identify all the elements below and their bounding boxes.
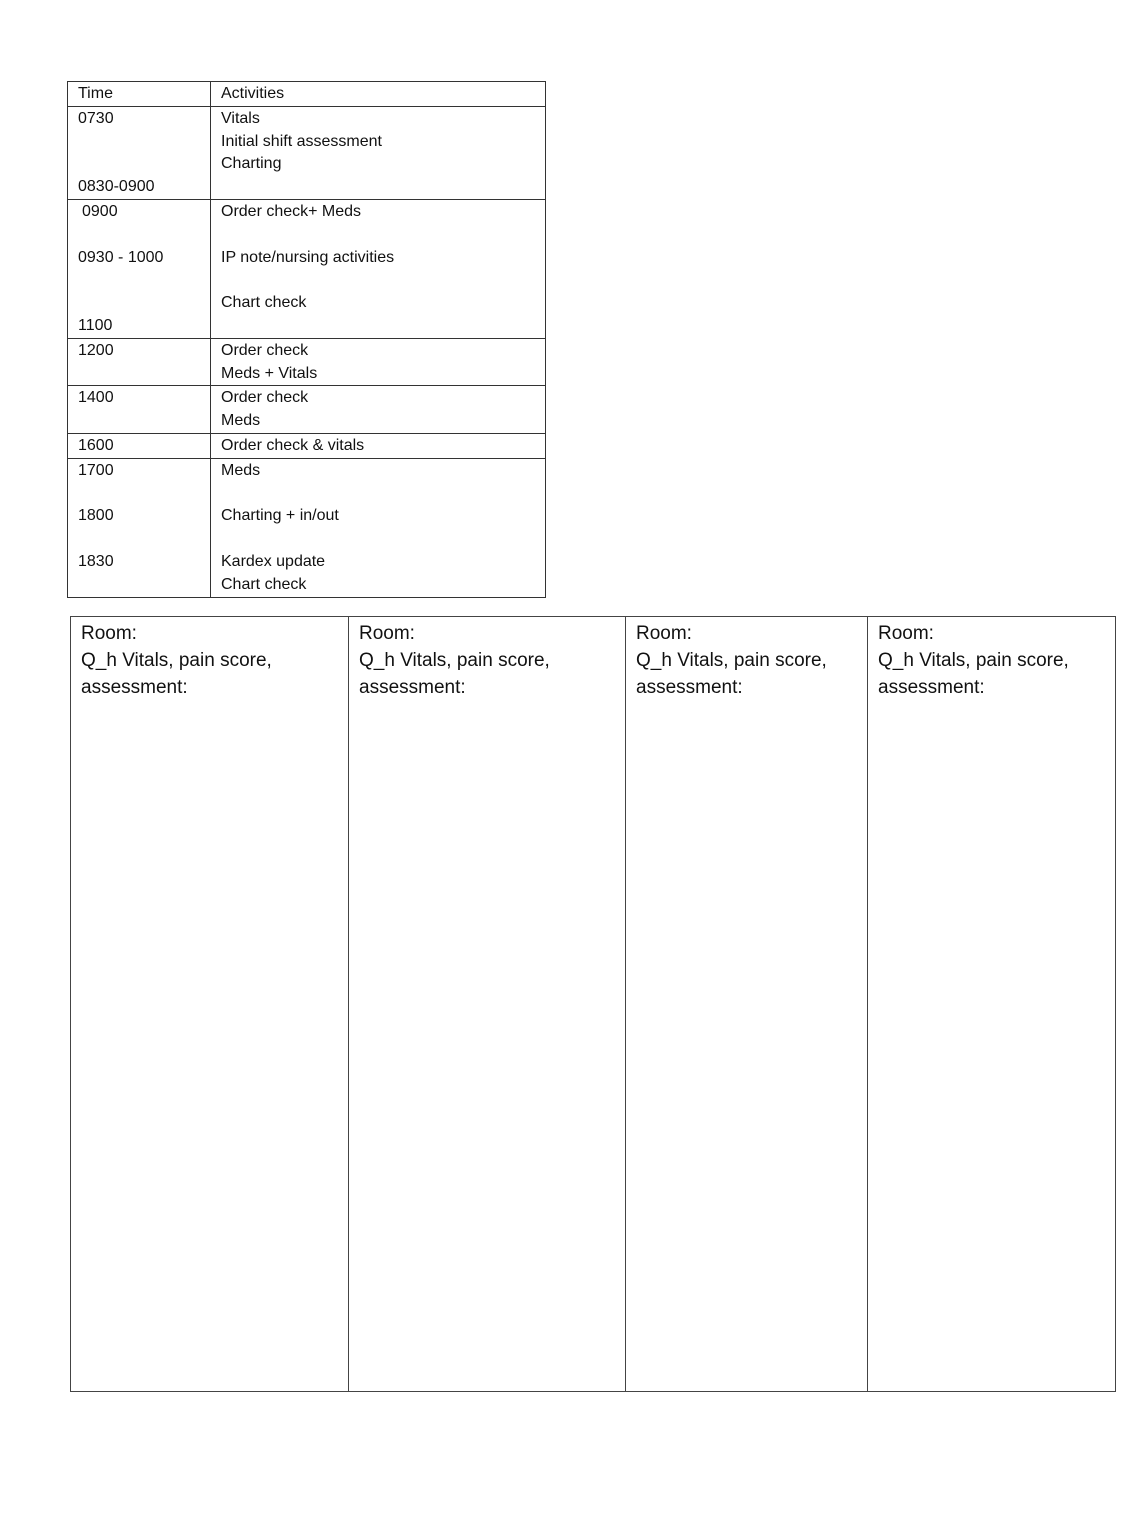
time-cell	[68, 386, 211, 433]
room-column[interactable]	[71, 617, 349, 1391]
time-cell	[68, 434, 211, 458]
schedule-row	[68, 386, 546, 434]
schedule-row	[68, 339, 546, 387]
room-vitals-line: Q_h Vitals, pain score,	[878, 650, 1069, 671]
activity-text: Charting	[221, 155, 282, 173]
time-header-label: Time	[78, 85, 113, 102]
activity-text: Meds	[221, 461, 261, 479]
schedule-row	[68, 434, 546, 459]
activity-text: Order check+ Meds	[221, 202, 362, 220]
schedule-table	[67, 81, 546, 598]
time-value: 0900	[82, 202, 118, 220]
room-assessment-label: assessment:	[81, 677, 188, 698]
activity-text: Meds	[221, 412, 261, 430]
room-column[interactable]	[626, 617, 868, 1391]
time-value: 1800	[78, 507, 114, 525]
schedule-row	[68, 200, 546, 339]
time-value: 0730	[78, 109, 114, 127]
room-assessment-label: assessment:	[878, 677, 985, 698]
activity-text: Order check & vitals	[221, 436, 365, 454]
schedule-header-row	[68, 82, 546, 107]
room-vitals-line: Q_h Vitals, pain score,	[359, 650, 550, 671]
schedule-row	[68, 459, 546, 598]
activity-text: Chart check	[221, 575, 307, 593]
time-value: 1100	[78, 316, 113, 334]
room-assessment-label: assessment:	[636, 677, 743, 698]
activity-text: Meds + Vitals	[221, 364, 318, 382]
time-cell	[68, 459, 211, 597]
rooms-grid	[70, 616, 1116, 1392]
room-vitals-line: Q_h Vitals, pain score,	[636, 650, 827, 671]
time-cell	[68, 339, 211, 386]
room-vitals-line: Q_h Vitals, pain score,	[81, 650, 272, 671]
room-label: Room:	[878, 623, 934, 644]
activities-header-label: Activities	[221, 85, 285, 102]
room-label: Room:	[636, 623, 692, 644]
time-value: 1600	[78, 436, 114, 454]
activity-text: Charting + in/out	[221, 507, 339, 525]
activity-cell	[211, 107, 546, 199]
activity-text: Order check	[221, 389, 309, 407]
activity-text: Vitals	[221, 109, 260, 127]
time-value: 1400	[78, 389, 114, 407]
activity-cell	[211, 339, 546, 386]
room-label: Room:	[359, 623, 415, 644]
time-cell	[68, 200, 211, 338]
time-value: 1830	[78, 552, 114, 570]
time-value: 0830-0900	[78, 178, 155, 196]
activity-cell	[211, 200, 546, 338]
time-header	[68, 82, 211, 106]
activity-cell	[211, 459, 546, 597]
activity-cell	[211, 386, 546, 433]
schedule-row	[68, 107, 546, 200]
activity-text: Order check	[221, 341, 309, 359]
activity-cell	[211, 434, 546, 458]
room-column[interactable]	[868, 617, 1115, 1391]
activity-text: Kardex update	[221, 552, 326, 570]
room-label: Room:	[81, 623, 137, 644]
room-column[interactable]	[349, 617, 626, 1391]
time-cell	[68, 107, 211, 199]
activity-text: Initial shift assessment	[221, 132, 382, 150]
time-value: 1700	[78, 461, 114, 479]
room-assessment-label: assessment:	[359, 677, 466, 698]
time-value: 1200	[78, 341, 114, 359]
activity-text: IP note/nursing activities	[221, 248, 395, 266]
activities-header	[211, 82, 546, 106]
time-value: 0930 - 1000	[78, 248, 164, 266]
activity-text: Chart check	[221, 294, 307, 312]
